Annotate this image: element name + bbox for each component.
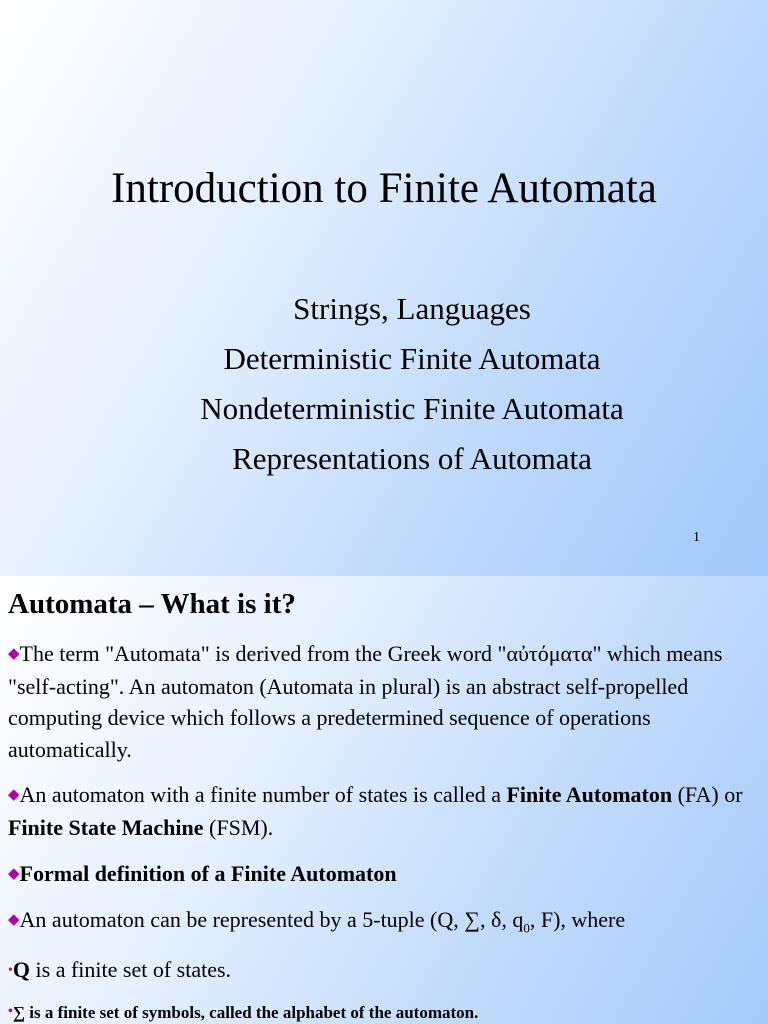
paragraph-text: , F), where [529,907,626,932]
paragraph-finite-automaton [8,779,760,843]
paragraph-text: is a finite set of states. [30,957,232,982]
subtitle-line: Nondeterministic Finite Automata [200,391,624,426]
paragraph-text: of the automaton. [346,1003,479,1022]
subtitle-list [0,287,768,487]
content-slide [0,576,768,1024]
term-finite-automaton: Finite Automaton [506,782,673,807]
dot-bullet-icon: • [8,1004,13,1019]
diamond-bullet-icon: ◆ [8,787,20,803]
diamond-bullet-icon: ◆ [8,912,20,928]
slide-title: Introduction to Finite Automata [111,165,657,212]
paragraph-text: An automaton with a finite number of states is called a [19,782,507,807]
subscript: 0 [523,920,530,936]
subtitle-line: Strings, Languages [293,291,531,326]
diamond-bullet-icon: ◆ [8,866,20,882]
paragraph-text: ∑ is a finite set of symbols, called the [12,1003,283,1022]
paragraph-text: (FA) or [672,782,743,807]
term-q: Q [12,957,31,982]
subtitle-line: Deterministic Finite Automata [223,341,601,376]
paragraph-text: (FSM). [203,814,274,840]
diamond-bullet-icon: ◆ [8,646,20,662]
formal-definition-heading: Formal definition of a Finite Automaton [19,861,397,886]
paragraph-definition [8,638,760,765]
paragraph-alphabet [8,996,760,1024]
paragraph-states [8,954,760,987]
term-alphabet: alphabet [282,1003,347,1022]
slide-heading: Automata – What is it? [8,588,296,620]
page-number: 1 [693,530,700,545]
paragraph-text: An automaton can be represented by a 5-tuple (Q, ∑, δ, q [19,907,524,932]
dot-bullet-icon: • [8,963,13,978]
term-finite-state-machine: Finite State Machine [8,814,204,840]
paragraph-formal-definition [8,858,760,891]
paragraph-tuple [8,904,760,944]
paragraph-text: The term "Automata" is derived from the Greek word "αὐτόματα" which means "self-acting". An automaton (Automata in plural) is an abstract self-propelled computing device which follows a predetermined sequence of operations automatically. [8,641,723,762]
subtitle-line: Representations of Automata [232,441,592,476]
